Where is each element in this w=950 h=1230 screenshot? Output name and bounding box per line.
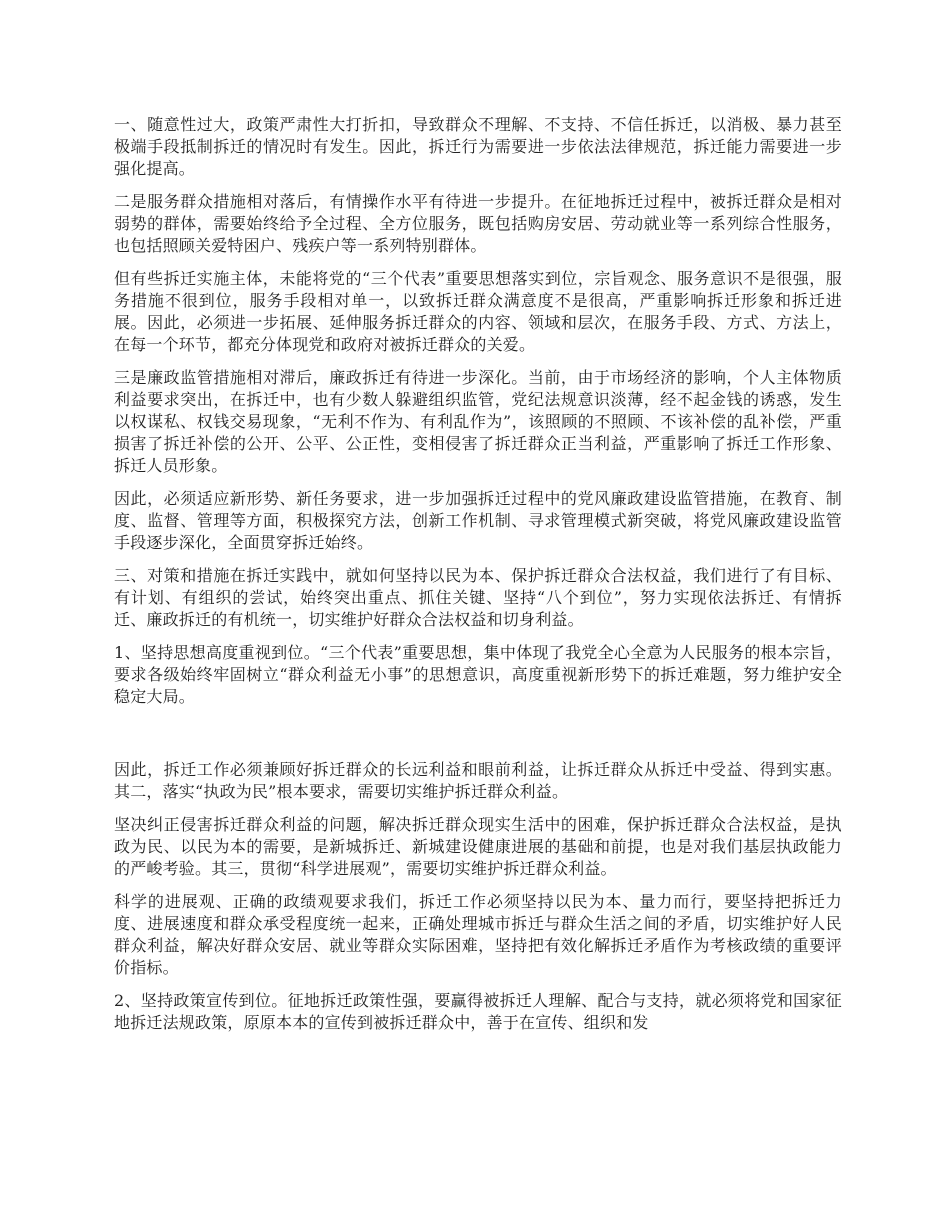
paragraph-6: 三、对策和措施在拆迁实践中，就如何坚持以民为本、保护拆迁群众合法权益，我们进行了有目标、有计划、有组织的尝试，始终突出重点、抓住关键、坚持“八个到位”，努力实现依法拆迁、有情拆迁、廉政拆迁的有机统一，切实维护好群众合法权益和切身利益。 [114,566,842,629]
paragraph-5: 因此，必须适应新形势、新任务要求，进一步加强拆迁过程中的党风廉政建设监管措施，在教育、制度、监督、管理等方面，积极探究方法，创新工作机制、寻求管理模式新突破，将党风廉政建设监管手段逐步深化，全面贯穿拆迁始终。 [114,489,842,552]
document-body [114,114,842,1045]
paragraph-9: 坚决纠正侵害拆迁群众利益的问题，解决拆迁群众现实生活中的困难，保护拆迁群众合法权益，是执政为民、以民为本的需要，是新城拆迁、新城建设健康进展的基础和前提，也是对我们基层执政能力的严峻考验。其三，贯彻“科学进展观”，需要切实维护拆迁群众利益。 [114,815,842,878]
section-gap [114,719,842,759]
paragraph-10: 科学的进展观、正确的政绩观要求我们，拆迁工作必须坚持以民为本、量力而行，要坚持把拆迁力度、进展速度和群众承受程度统一起来，正确处理城市拆迁与群众生活之间的矛盾，切实维护好人民群众利益，解决好群众安居、就业等群众实际困难，坚持把有效化解拆迁矛盾作为考核政绩的重要评价指标。 [114,892,842,977]
paragraph-8: 因此，拆迁工作必须兼顾好拆迁群众的长远利益和眼前利益，让拆迁群众从拆迁中受益、得到实惠。其二，落实“执政为民”根本要求，需要切实维护拆迁群众利益。 [114,760,842,801]
paragraph-2: 二是服务群众措施相对落后，有情操作水平有待进一步提升。在征地拆迁过程中，被拆迁群众是相对弱势的群体，需要始终给予全过程、全方位服务，既包括购房安居、劳动就业等一系列综合性服务，也包括照顾关爱特困户、残疾户等一系列特别群体。 [114,192,842,255]
paragraph-7: 1、坚持思想高度重视到位。“三个代表”重要思想，集中体现了我党全心全意为人民服务的根本宗旨，要求各级始终牢固树立“群众利益无小事”的思想意识，高度重视新形势下的拆迁难题，努力维护安全稳定大局。 [114,643,842,706]
paragraph-4: 三是廉政监管措施相对滞后，廉政拆迁有待进一步深化。当前，由于市场经济的影响，个人主体物质利益要求突出，在拆迁中，也有少数人躲避组织监管，党纪法规意识淡薄，经不起金钱的诱惑，发生以权谋私、权钱交易现象，“无利不作为、有利乱作为”，该照顾的不照顾、不该补偿的乱补偿，严重损害了拆迁补偿的公开、公平、公正性，变相侵害了拆迁群众正当利益，严重影响了拆迁工作形象、拆迁人员形象。 [114,368,842,475]
paragraph-11: 2、坚持政策宣传到位。征地拆迁政策性强，要赢得被拆迁人理解、配合与支持，就必须将党和国家征地拆迁法规政策，原原本本的宣传到被拆迁群众中，善于在宣传、组织和发 [114,991,842,1032]
paragraph-3: 但有些拆迁实施主体，未能将党的“三个代表”重要思想落实到位，宗旨观念、服务意识不是很强，服务措施不很到位，服务手段相对单一，以致拆迁群众满意度不是很高，严重影响拆迁形象和拆迁进展。因此，必须进一步拓展、延伸服务拆迁群众的内容、领域和层次，在服务手段、方式、方法上，在每一个环节，都充分体现党和政府对被拆迁群众的关爱。 [114,269,842,354]
paragraph-1: 一、随意性过大，政策严肃性大打折扣，导致群众不理解、不支持、不信任拆迁，以消极、暴力甚至极端手段抵制拆迁的情况时有发生。因此，拆迁行为需要进一步依法法律规范，拆迁能力需要进一步强化提高。 [114,115,842,178]
